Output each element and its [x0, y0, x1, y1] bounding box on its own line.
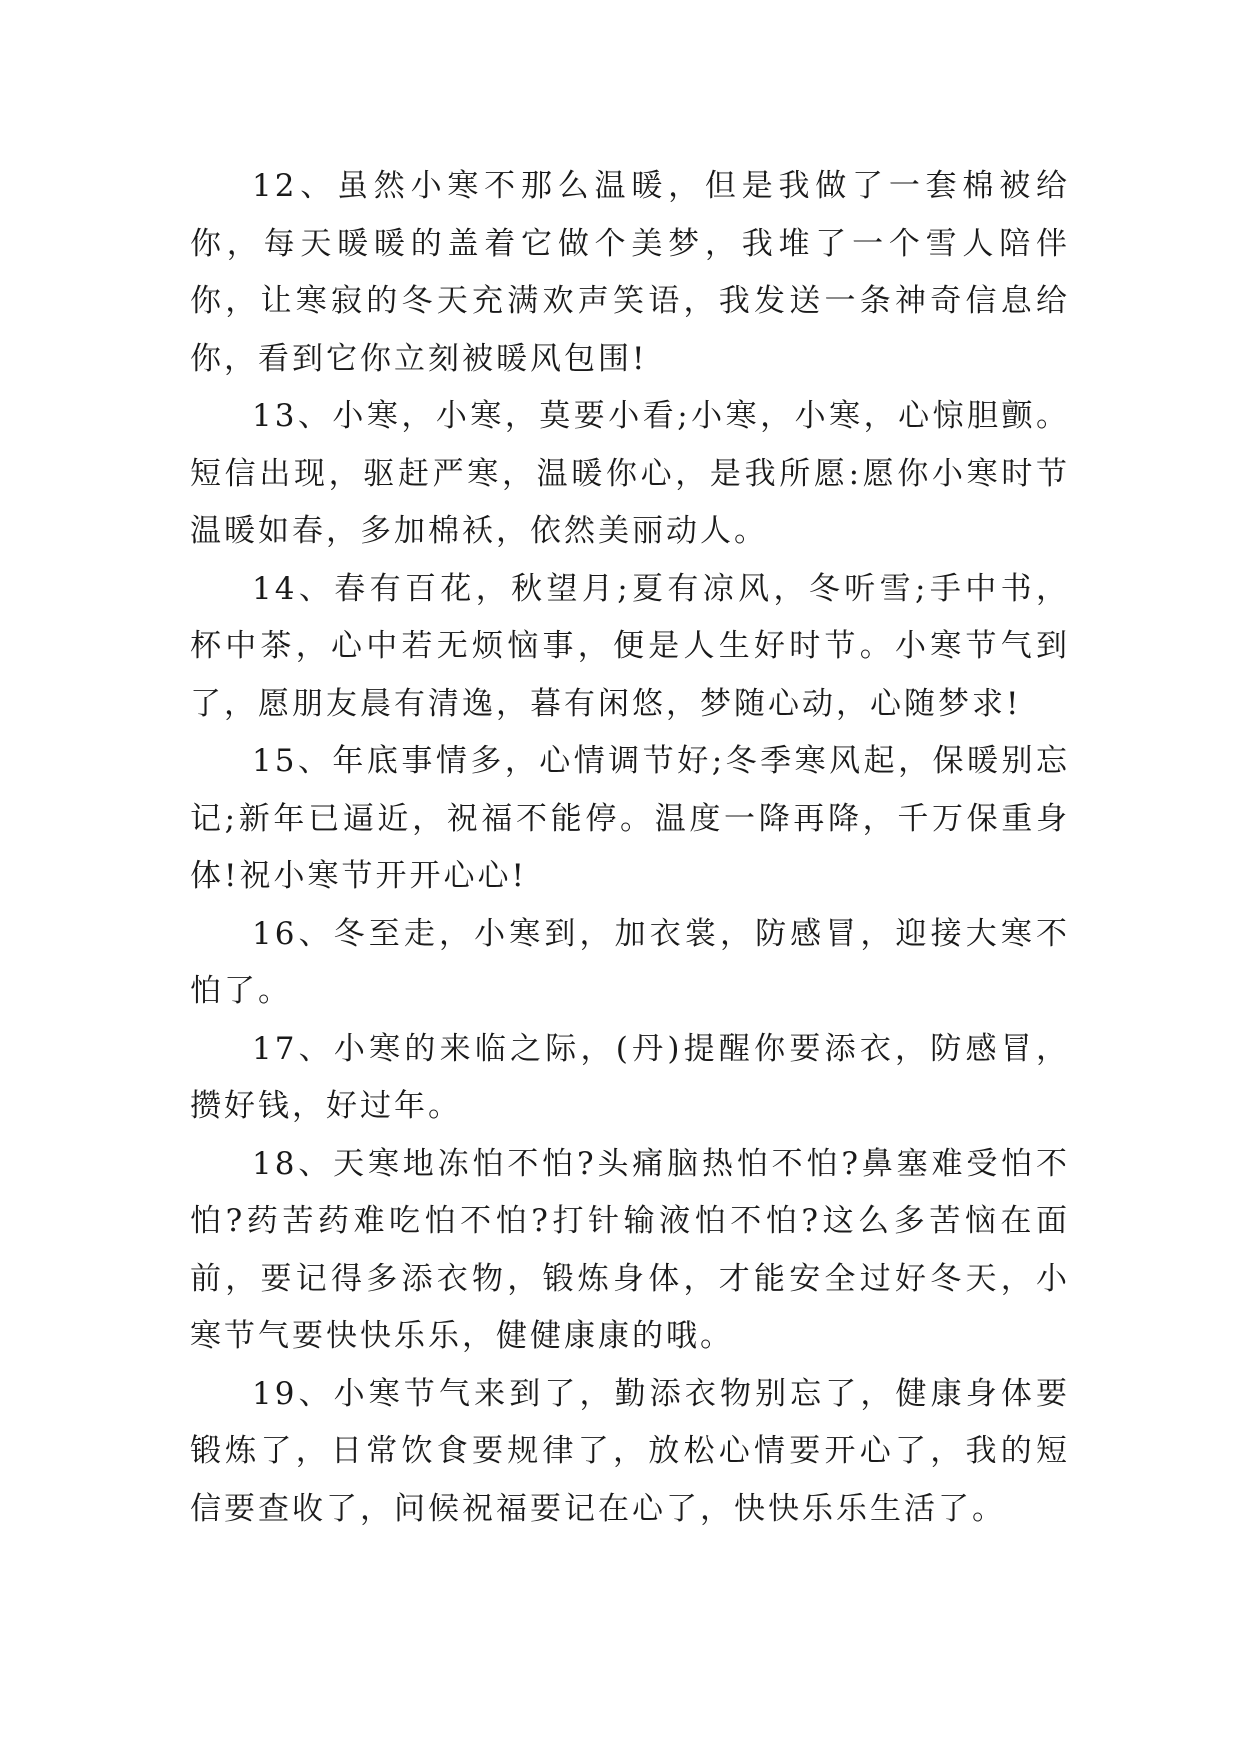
paragraph-13: 13、小寒，小寒，莫要小看;小寒，小寒，心惊胆颤。短信出现，驱赶严寒，温暖你心，是我所愿:愿你小寒时节温暖如春，多加棉袄，依然美丽动人。	[190, 398, 1070, 549]
document-body	[190, 158, 1070, 1538]
paragraph-17: 17、小寒的来临之际，(丹)提醒你要添衣，防感冒，攒好钱，好过年。	[190, 1030, 1070, 1124]
paragraph-12: 12、虽然小寒不那么温暖，但是我做了一套棉被给你，每天暖暖的盖着它做个美梦，我堆了一个雪人陪伴你，让寒寂的冬天充满欢声笑语，我发送一条神奇信息给你，看到它你立刻被暖风包围!	[190, 168, 1070, 377]
paragraph-14: 14、春有百花，秋望月;夏有凉风，冬听雪;手中书，杯中茶，心中若无烦恼事，便是人生好时节。小寒节气到了，愿朋友晨有清逸，暮有闲悠，梦随心动，心随梦求!	[190, 570, 1070, 722]
paragraph-18: 18、天寒地冻怕不怕?头痛脑热怕不怕?鼻塞难受怕不怕?药苦药难吃怕不怕?打针输液怕不怕?这么多苦恼在面前，要记得多添衣物，锻炼身体，才能安全过好冬天，小寒节气要快快乐乐，健健康康的哦。	[190, 1145, 1070, 1354]
paragraph-16: 16、冬至走，小寒到，加衣裳，防感冒，迎接大寒不怕了。	[190, 915, 1070, 1009]
paragraph-19: 19、小寒节气来到了，勤添衣物别忘了，健康身体要锻炼了，日常饮食要规律了，放松心情要开心了，我的短信要查收了，问候祝福要记在心了，快快乐乐生活了。	[190, 1375, 1070, 1527]
paragraph-15: 15、年底事情多，心情调节好;冬季寒风起，保暖别忘记;新年已逼近，祝福不能停。温度一降再降，千万保重身体!祝小寒节开开心心!	[190, 743, 1070, 894]
